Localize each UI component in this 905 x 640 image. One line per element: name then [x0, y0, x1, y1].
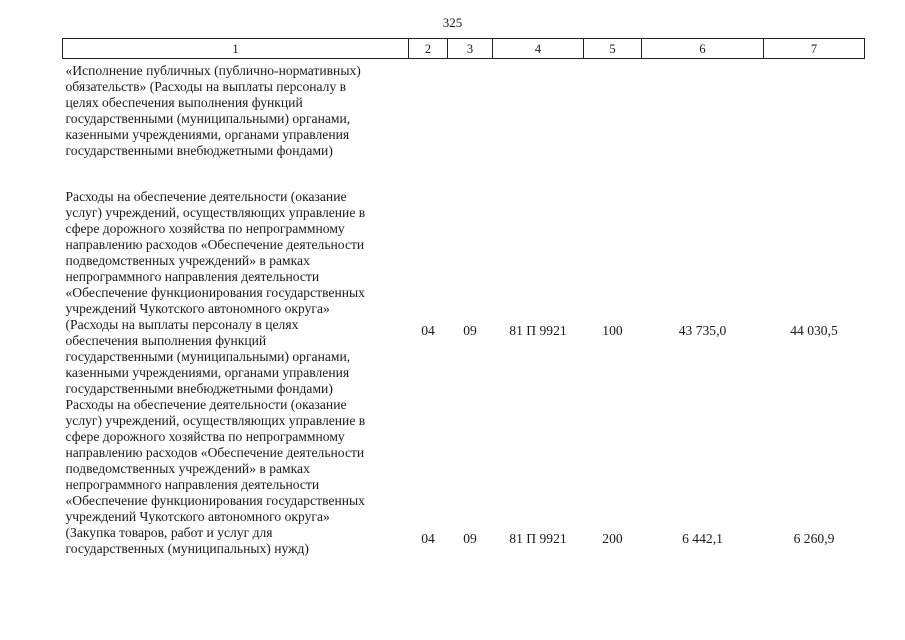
- description-line: учреждений Чукотского автономного округа»: [65, 509, 330, 524]
- column-header: 3: [448, 39, 493, 59]
- description-line: «Исполнение публичных (публично-нормативных): [65, 63, 361, 78]
- description-line: услуг) учреждений, осуществляющих управление в: [65, 205, 366, 220]
- target-article-code: 81 П 9921: [509, 531, 567, 546]
- description-line: Расходы на обеспечение деятельности (оказание: [65, 397, 347, 412]
- row-description: [63, 189, 409, 397]
- description-line: «Обеспечение функционирования государственных: [65, 285, 365, 300]
- description-line: обеспечения выполнения функций: [65, 333, 267, 348]
- target-article-code: 81 П 9921: [509, 323, 567, 338]
- expense-type-code: 200: [602, 531, 623, 546]
- column-header: 7: [764, 39, 865, 59]
- description-line: подведомственных учреждений» в рамках: [65, 461, 310, 476]
- description-line: обязательств» (Расходы на выплаты персоналу в: [65, 79, 347, 94]
- expense-type-code: [584, 59, 642, 190]
- column-header: 4: [493, 39, 584, 59]
- amount-year-1: 43 735,0: [678, 323, 727, 338]
- amount-year-2: 6 260,9: [793, 531, 835, 546]
- expense-type-code: 100: [602, 323, 623, 338]
- column-numbers-row: [63, 39, 865, 59]
- description-line: «Обеспечение функционирования государственных: [65, 493, 365, 508]
- description-line: сфере дорожного хозяйства по непрограммному: [65, 221, 345, 236]
- page-number: 325: [442, 15, 463, 30]
- budget-table: [62, 38, 865, 557]
- description-line: непрограммного направления деятельности: [65, 269, 320, 284]
- description-line: государственными (муниципальными) органами,: [65, 111, 351, 126]
- section-code: [409, 59, 448, 190]
- column-header: 2: [409, 39, 448, 59]
- subsection-code: [448, 59, 493, 190]
- amount-year-1: [642, 59, 764, 190]
- row-description: [63, 59, 409, 190]
- description-line: государственных (муниципальных) нужд): [65, 541, 309, 556]
- description-line: услуг) учреждений, осуществляющих управление в: [65, 413, 366, 428]
- description-line: подведомственных учреждений» в рамках: [65, 253, 310, 268]
- section-code: 04: [421, 323, 435, 338]
- description-line: казенными учреждениями, органами управления: [65, 365, 350, 380]
- column-header: 6: [642, 39, 764, 59]
- amount-year-1: 6 442,1: [682, 531, 723, 546]
- description-line: сфере дорожного хозяйства по непрограммному: [65, 429, 345, 444]
- subsection-code: 09: [463, 323, 477, 338]
- amount-year-2: [764, 59, 865, 190]
- amount-year-2: 44 030,5: [790, 323, 838, 338]
- description-line: целях обеспечения выполнения функций: [65, 95, 303, 110]
- subsection-code: 09: [463, 531, 477, 546]
- description-line: государственными внебюджетными фондами): [65, 381, 333, 396]
- description-line: (Закупка товаров, работ и услуг для: [65, 525, 273, 540]
- row-description: [63, 397, 409, 557]
- description-line: государственными (муниципальными) органами,: [65, 349, 351, 364]
- table-row: [63, 59, 865, 190]
- column-header: 5: [584, 39, 642, 59]
- description-line: Расходы на обеспечение деятельности (оказание: [65, 189, 347, 204]
- description-line: направлению расходов «Обеспечение деятельности: [65, 237, 365, 252]
- table-row: [63, 189, 865, 397]
- section-code: 04: [421, 531, 435, 546]
- description-line: учреждений Чукотского автономного округа»: [65, 301, 330, 316]
- column-header: 1: [63, 39, 409, 59]
- table-row: [63, 397, 865, 557]
- description-line: государственными внебюджетными фондами): [65, 143, 333, 158]
- description-line: казенными учреждениями, органами управления: [65, 127, 350, 142]
- description-line: непрограммного направления деятельности: [65, 477, 320, 492]
- target-article-code: [493, 59, 584, 190]
- description-line: направлению расходов «Обеспечение деятельности: [65, 445, 365, 460]
- description-line: (Расходы на выплаты персоналу в целях: [65, 317, 299, 332]
